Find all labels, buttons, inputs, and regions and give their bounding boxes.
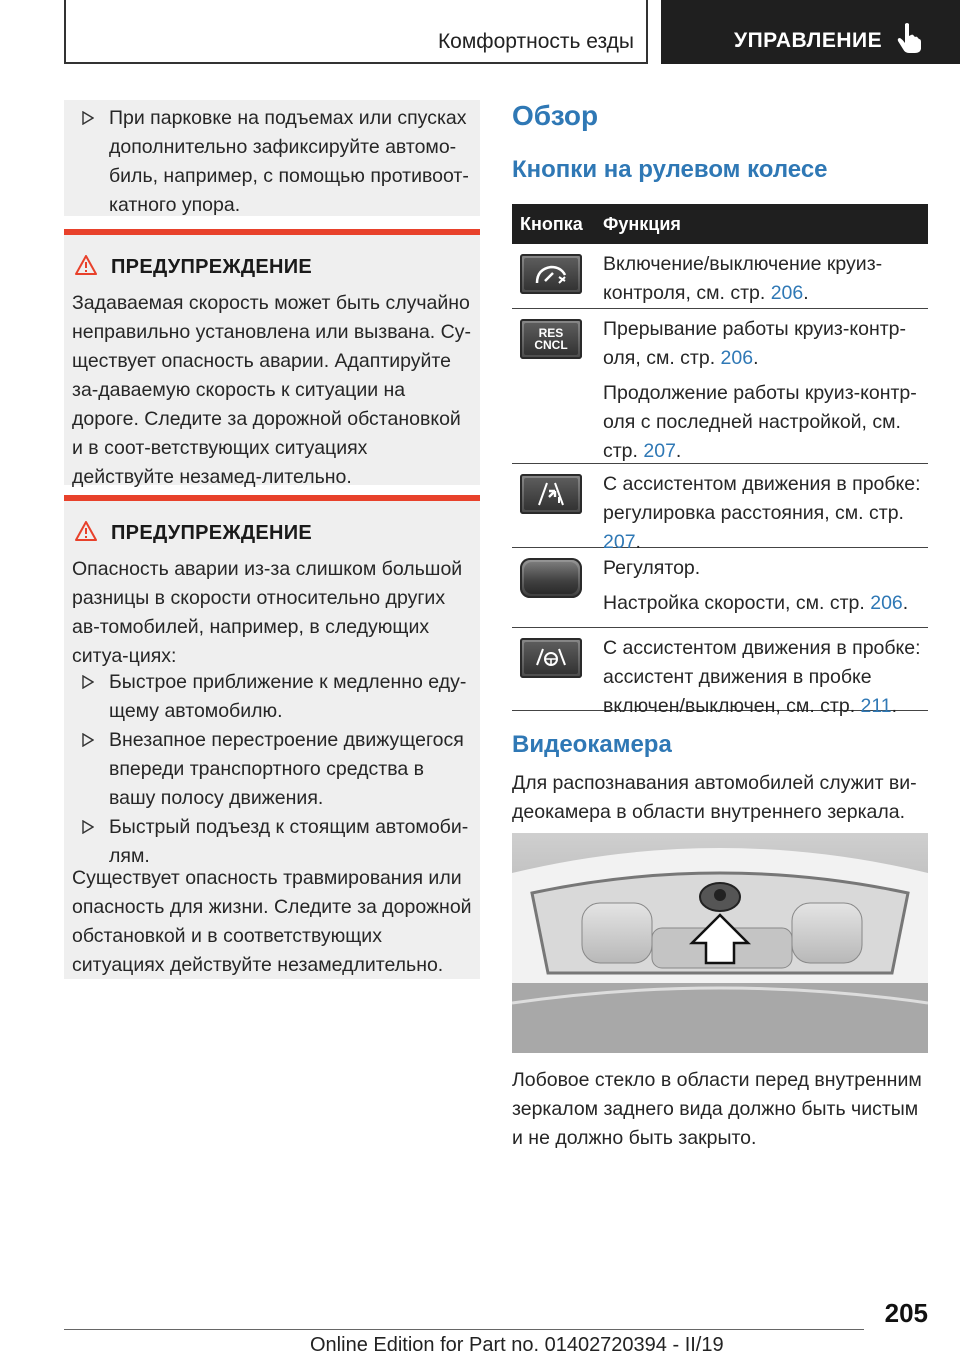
camera-heading: Видеокамера [512, 731, 672, 758]
section-title: Комфортность езды [437, 30, 634, 53]
header-section-tab [64, 0, 648, 64]
table-row [512, 309, 928, 464]
function-text: С ассистентом движения в пробке: ассистент движения в пробке включен/выключен, см. стр. [603, 637, 921, 717]
function-text: Прерывание работы круиз-контр-оля, см. стр. [603, 318, 906, 369]
function-text: Настройка скорости, см. стр. [603, 592, 871, 614]
table-header [512, 204, 928, 244]
parking-tip-box [64, 100, 480, 216]
warning-box-speed-difference [64, 495, 480, 979]
list-item-text: Быстрый подъезд к стоящим автомоби-лям. [109, 816, 469, 867]
function-text-end: . [675, 440, 682, 462]
edition-footer: Online Edition for Part no. 01402720394 - II/19 [310, 1334, 724, 1356]
hand-pointer-icon [896, 22, 922, 54]
table-row [512, 244, 928, 309]
function-cell [603, 554, 928, 624]
windshield-camera-photo [512, 833, 928, 1053]
function-text: Включение/выключение круиз-контроля, см. стр. [603, 253, 883, 304]
table-row [512, 464, 928, 553]
page-link[interactable]: 207 [603, 531, 636, 553]
warning-title: ПРЕДУПРЕЖДЕНИЕ [111, 522, 313, 544]
photo-caption: Лобовое стекло в области перед внутренним зеркалом заднего вида должно быть чистым и не должно быть закрыто. [512, 1069, 922, 1149]
function-text: С ассистентом движения в пробке: регулировка расстояния, см. стр. [603, 473, 921, 524]
camera-text: Для распознавания автомобилей служит ви-деокамера в области внутреннего зеркала. [512, 772, 917, 823]
chapter-title: УПРАВЛЕНИЕ [734, 29, 883, 52]
table-row [512, 548, 928, 628]
function-text: Регулятор. [603, 557, 701, 579]
function-text-end: . [803, 282, 809, 304]
list-item-text: Внезапное перестроение движущегося впереди транспортного средства в вашу полосу движения. [109, 729, 464, 809]
subsection-heading: Кнопки на рулевом колесе [512, 156, 828, 183]
warning-triangle-icon [75, 521, 97, 541]
function-cell [603, 634, 928, 727]
warning-text: Задаваемая скорость может быть случайно неправильно установлена или вызвана. Су-ществует опасность аварии. Адаптируйте за-даваемую скорость к ситуации на дороге. Следите за дорожной обстановкой и в соот-ветствующих ситуациях действуйте незамед-лительно. [72, 292, 471, 488]
warning-outro: Существует опасность травмирования или опасность для жизни. Следите за дорожной обстановкой и в соответствующих ситуациях действуйте незамедлительно. [72, 867, 472, 976]
res-cncl-icon [520, 319, 582, 359]
triangle-bullet-icon [82, 820, 94, 834]
function-text-end: . [891, 695, 898, 717]
warning-box-speed [64, 229, 480, 488]
warning-triangle-icon [75, 255, 97, 275]
function-cell [603, 250, 928, 314]
res-cncl-label: RES CNCL [524, 323, 578, 355]
footer-divider [64, 1329, 864, 1330]
page-link[interactable]: 207 [643, 440, 676, 462]
page-link[interactable]: 211 [860, 695, 892, 717]
page-link[interactable]: 206 [720, 347, 754, 369]
function-text-end: . [753, 347, 759, 369]
table-row [512, 628, 928, 717]
function-text: Продолжение работы круиз-контр-оля с последней настройкой, см. стр. [603, 382, 917, 462]
page-link[interactable]: 206 [870, 592, 903, 614]
function-text-end: . [902, 592, 909, 614]
list-item-text: При парковке на подъемах или спусках дополнительно зафиксируйте автомо-биль, например, с помощью противоот-катного упора. [109, 107, 469, 216]
traffic-jam-assistant-icon [520, 638, 582, 678]
function-cell [603, 315, 928, 472]
triangle-bullet-icon [82, 733, 94, 747]
function-text-end: . [635, 531, 641, 553]
column-header-function: Функция [603, 214, 681, 234]
cruise-control-icon [520, 254, 582, 294]
section-heading: Обзор [512, 100, 599, 131]
triangle-bullet-icon [82, 675, 94, 689]
warning-intro: Опасность аварии из-за слишком большой разницы в скорости относительно других ав-томобилей, например, в следующих ситуа-циях: [72, 558, 463, 667]
page-link[interactable]: 206 [770, 282, 804, 304]
rocker-switch-icon [520, 558, 582, 598]
page-number: 205 [884, 1298, 928, 1328]
warning-title: ПРЕДУПРЕЖДЕНИЕ [111, 256, 313, 278]
list-item-text: Быстрое приближение к медленно еду-щему автомобилю. [109, 671, 467, 722]
steering-buttons-table [512, 204, 928, 717]
header-chapter-tab [661, 0, 960, 64]
triangle-bullet-icon [82, 111, 94, 125]
column-header-button: Кнопка [520, 214, 583, 234]
traffic-jam-distance-icon [520, 474, 582, 514]
